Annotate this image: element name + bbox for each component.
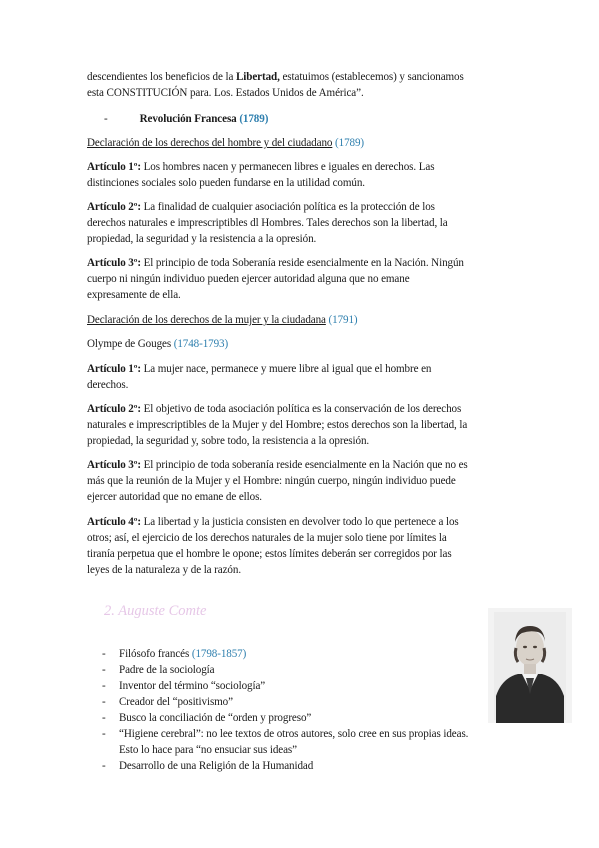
auguste-comte-portrait [488, 608, 572, 723]
revolucion-heading: - Revolución Francesa (1789) [104, 113, 269, 125]
document-page: descendientes los beneficios de la Libertad, estatuimos (establecemos) y sancionamos esta CONSTITUCIÓN para. Los. Estados Unidos de América”. - Revolución Francesa (1789) Declaración de los derechos del hombre y del ciudadano (1789) Artículo 1º: Los hombres nacen y permanecen libres e iguales en derechos. Las distinciones sociales solo pueden fundarse en la utilidad común. Artículo 2º: La finalidad de cualquier asociación política es la protección de los derechos naturales e imprescriptibles dl Hombres. Tales derechos son la libertad, la propiedad, la seguridad y la resistencia a la opresión. Artículo 3º: El principio de toda Soberanía reside esencialmente en la Nación. Ningún cuerpo ni ningún individuo pueden ejercer autoridad alguna que no emane expresamente de ella. Declaración de los derechos de la mujer y la ciudadana (1791) Olympe de Gouges (1748-1793) Artículo 1º: La mujer nace, permanece y muere libre al igual que el hombre en derechos. Artículo 2º: El objetivo de toda asociación política es la conservación de los derechos naturales e imprescriptibles de la Mujer y del Hombre; estos derechos son la libertad, la propiedad, la seguridad y, sobre todo, la resistencia a la opresión. Artículo 3º: El principio de toda soberanía reside esencialmente en la Nación que no es más que la reunión de la Mujer y el Hombre: ningún cuerpo, ningún individuo puede ejercer autoridad que no emane de ellos. Artículo 4º: La libertad y la justicia consisten en devolver todo lo que pertenece a los otros; así, el ejercicio de los derechos naturales de la mujer solo tiene por límites la tiranía perpetua que el hombre le opone; estos límites deberán ser corregidos por las leyes de la naturaleza y de la razón. 2. Auguste Comte - Filósofo francés (1798-1857) - Padre de la sociología - Inventor del término “sociología” - Creador del “positivismo” - Busco la conciliación de “orden y progreso” - “Higiene cerebral”: no lee textos de otros autores, solo cree en sus propias ideas. Esto lo hace para “no ensuciar sus ideas” - Desarrollo de una Religión de la Humanidad [0, 0, 599, 848]
intro-line-1: descendientes los beneficios de la Libertad, estatuimos (establecemos) y sancionamos [87, 71, 464, 83]
decl2-title: Declaración de los derechos de la mujer y la ciudadana (1791) [87, 314, 358, 326]
decl1-title: Declaración de los derechos del hombre y del ciudadano (1789) [87, 137, 365, 149]
intro-line-2: esta CONSTITUCIÓN para. Los. Estados Unidos de América”. [87, 87, 364, 99]
portrait-image [488, 608, 572, 723]
comte-heading: 2. Auguste Comte [104, 603, 207, 619]
gouges-line: Olympe de Gouges (1748-1793) [87, 338, 229, 350]
